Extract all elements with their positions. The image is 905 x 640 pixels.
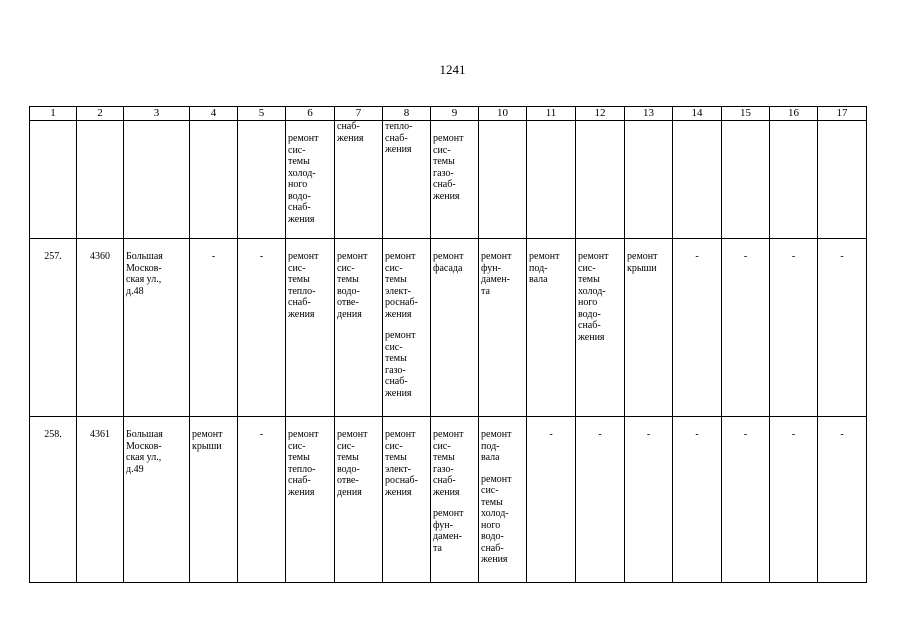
cell-line: ного [288, 179, 308, 190]
empty-dash [820, 239, 864, 263]
cell-line: снаб- [578, 320, 601, 331]
cell-line: роснаб- [385, 475, 418, 486]
table-cell [818, 417, 867, 583]
empty-dash [724, 417, 767, 441]
cell-line: сис- [481, 485, 499, 496]
column-number-4: 4 [190, 107, 238, 121]
cell-line: - [695, 251, 699, 262]
cell-line: снаб- [433, 475, 456, 486]
table-cell [77, 239, 124, 417]
cell-line: темы [288, 156, 310, 167]
cell-text-block [529, 251, 573, 286]
table-cell [383, 121, 431, 239]
table-cell [238, 417, 286, 583]
cell-line: д.48 [126, 285, 144, 297]
cell-line: жения [385, 486, 412, 498]
table-cell [190, 239, 238, 417]
column-number-11: 11 [527, 107, 576, 121]
table-cell [335, 121, 383, 239]
cell-line: фун- [433, 519, 453, 531]
column-number-8: 8 [383, 107, 431, 121]
table-cell [77, 417, 124, 583]
column-number-6: 6 [286, 107, 335, 121]
cell-line: сис- [578, 262, 596, 274]
table-cell [625, 121, 673, 239]
cell-line: снаб- [481, 542, 504, 554]
cell-line: сис- [433, 440, 451, 452]
cell-line: - [743, 251, 748, 262]
table-row [30, 239, 867, 417]
cell-line: темы [481, 496, 503, 508]
cell-line: ремонт [481, 429, 512, 440]
empty-dash [627, 417, 670, 441]
cell-line: темы [337, 452, 359, 463]
cell-line: ремонт [433, 133, 464, 144]
empty-dash [772, 239, 815, 263]
cell-line: - [791, 251, 796, 262]
cell-line: та [481, 285, 490, 297]
cell-line: жения [385, 308, 412, 320]
cell-line: ремонт [288, 133, 319, 144]
cell-line: 4360 [90, 251, 110, 262]
cell-line: жения [433, 486, 460, 498]
column-number-row [30, 107, 867, 121]
table-cell [479, 417, 527, 583]
table-cell [431, 121, 479, 239]
table-cell [238, 239, 286, 417]
table-cell [576, 239, 625, 417]
cell-text-block [433, 133, 476, 202]
cell-line: ремонт [529, 251, 560, 262]
cell-line: - [259, 429, 264, 440]
cell-line: тепло- [288, 463, 316, 475]
cell-line: сис- [385, 262, 403, 274]
column-number-17: 17 [818, 107, 867, 121]
empty-dash [192, 239, 235, 263]
cell-line: сис- [288, 262, 306, 274]
table-cell [190, 121, 238, 239]
cell-line: ремонт [337, 429, 368, 440]
cell-text-block [32, 251, 74, 263]
table-cell [383, 239, 431, 417]
cell-line: тепло- [288, 285, 316, 297]
cell-line: дамен- [481, 274, 510, 285]
table-row [30, 417, 867, 583]
cell-line: сис- [385, 440, 403, 452]
cell-line: темы [337, 274, 359, 285]
cell-text-block [481, 429, 524, 464]
cell-line: жения [288, 486, 315, 498]
cell-line: крыши [192, 440, 222, 452]
cell-text-block [385, 251, 428, 320]
cell-text-block [433, 251, 476, 274]
table-cell [335, 239, 383, 417]
cell-text-block [433, 429, 476, 498]
cell-line: водо- [337, 285, 360, 297]
cell-line: отве- [337, 475, 359, 486]
table-cell [770, 121, 818, 239]
cell-line: ская ул., [126, 274, 162, 285]
table-cell [527, 239, 576, 417]
cell-text-block [627, 251, 670, 274]
cell-line: вала [529, 274, 548, 285]
table-cell [124, 239, 190, 417]
cell-text-block [79, 251, 121, 263]
cell-line: жения [337, 132, 364, 144]
table-cell [286, 417, 335, 583]
cell-line: сис- [385, 341, 403, 353]
empty-dash [240, 417, 283, 441]
repair-schedule-table [29, 106, 867, 583]
cell-text-block [433, 508, 476, 554]
cell-text-block [126, 251, 187, 297]
cell-text-block [337, 429, 380, 498]
cell-line: холод- [578, 285, 606, 297]
table-cell [479, 239, 527, 417]
cell-line: дамен- [433, 531, 462, 542]
cell-text-block [288, 133, 332, 225]
column-number-5: 5 [238, 107, 286, 121]
cell-line: д.49 [126, 463, 144, 475]
cell-line: тепло- [385, 121, 413, 132]
cell-line: жения [288, 213, 315, 225]
cell-line: темы [578, 274, 600, 285]
cell-line: ремонт [288, 251, 319, 262]
table-cell [576, 417, 625, 583]
cell-line: темы [288, 452, 310, 463]
table-cell [124, 417, 190, 583]
table-cell [286, 239, 335, 417]
cell-line: снаб- [288, 202, 311, 213]
cell-line: - [791, 429, 796, 440]
cell-text-block [79, 429, 121, 441]
empty-dash [820, 417, 864, 441]
table-cell [722, 121, 770, 239]
empty-dash [675, 239, 719, 263]
table-cell [722, 239, 770, 417]
empty-dash [529, 417, 573, 441]
cell-text-block [337, 121, 380, 144]
column-number-2: 2 [77, 107, 124, 121]
cell-line: жения [385, 387, 412, 399]
cell-line: ремонт [192, 429, 223, 440]
cell-line: сис- [337, 440, 355, 452]
cell-line: снаб- [288, 475, 311, 486]
table-cell [30, 417, 77, 583]
column-number-12: 12 [576, 107, 625, 121]
cell-line: Большая [126, 429, 163, 440]
cell-line: ремонт [433, 508, 464, 519]
cell-line: - [695, 429, 699, 440]
table-cell [431, 417, 479, 583]
cell-line: - [840, 429, 844, 440]
cell-text-block [32, 429, 74, 441]
table-cell [286, 121, 335, 239]
cell-line: - [259, 251, 264, 262]
table-cell [30, 239, 77, 417]
cell-line: ская ул., [126, 452, 162, 463]
cell-line: газо- [433, 167, 454, 179]
cell-line: фун- [481, 262, 501, 274]
table-cell [124, 121, 190, 239]
table-cell [190, 417, 238, 583]
cell-text-block [385, 121, 428, 156]
cell-line: вала [481, 452, 500, 463]
cell-line: - [598, 429, 602, 440]
cell-line: водо- [481, 531, 504, 542]
cell-line: - [840, 251, 844, 262]
cell-line: водо- [288, 190, 311, 202]
cell-line: ремонт [433, 251, 464, 262]
cell-line: ного [481, 519, 501, 531]
empty-dash [724, 239, 767, 263]
cell-line: ремонт [385, 330, 416, 341]
table-cell [673, 239, 722, 417]
column-number-10: 10 [479, 107, 527, 121]
cell-line: газо- [433, 463, 454, 475]
table-cell [818, 121, 867, 239]
cell-line: под- [529, 262, 548, 274]
cell-text-block [481, 474, 524, 566]
table-cell [625, 417, 673, 583]
cell-line: сис- [337, 262, 355, 274]
cell-line: та [433, 542, 442, 554]
cell-line: ремонт [627, 251, 658, 262]
cell-line: 4361 [90, 429, 110, 440]
column-number-7: 7 [335, 107, 383, 121]
cell-line: сис- [288, 144, 306, 156]
table-cell [770, 417, 818, 583]
table-cell [722, 417, 770, 583]
table-cell [673, 121, 722, 239]
cell-line: ремонт [337, 251, 368, 262]
cell-text-block [337, 251, 380, 320]
cell-line: жения [385, 144, 412, 155]
cell-line: газо- [385, 364, 406, 376]
page-number: 1241 [439, 62, 466, 77]
cell-line: снаб- [385, 376, 408, 387]
table-cell [30, 121, 77, 239]
empty-dash [772, 417, 815, 441]
cell-line: - [743, 429, 748, 440]
cell-text-block [288, 429, 332, 498]
cell-text-block [126, 429, 187, 475]
empty-dash [240, 239, 283, 263]
empty-dash [675, 417, 719, 441]
table-cell [527, 121, 576, 239]
cell-line: холод- [481, 508, 509, 519]
table-row [30, 121, 867, 239]
table-cell [383, 417, 431, 583]
cell-line: сис- [433, 144, 451, 156]
table-cell [625, 239, 673, 417]
table-cell [576, 121, 625, 239]
table-cell [818, 239, 867, 417]
cell-line: водо- [578, 308, 601, 320]
cell-line: ремонт [288, 429, 319, 440]
column-number-3: 3 [124, 107, 190, 121]
table-cell [77, 121, 124, 239]
cell-line: темы [385, 353, 407, 364]
cell-line: ремонт [385, 251, 416, 262]
cell-line: жения [288, 308, 315, 320]
cell-line: - [211, 251, 216, 262]
cell-line: - [646, 429, 651, 440]
cell-line: отве- [337, 297, 359, 308]
cell-line: снаб- [433, 179, 456, 190]
table-cell [770, 239, 818, 417]
table-cell [238, 121, 286, 239]
cell-line: ремонт [481, 473, 512, 485]
cell-line: темы [433, 452, 455, 463]
cell-line: ремонт [481, 251, 512, 262]
empty-dash [578, 417, 622, 441]
cell-line: снаб- [385, 132, 408, 144]
column-number-9: 9 [431, 107, 479, 121]
cell-line: крыши [627, 262, 657, 274]
cell-text-block [481, 251, 524, 297]
cell-line: ремонт [433, 429, 464, 440]
cell-line: Москов- [126, 262, 162, 274]
cell-line: Большая [126, 251, 163, 262]
cell-line: элект- [385, 463, 411, 475]
cell-text-block [578, 251, 622, 343]
cell-text-block [288, 251, 332, 320]
cell-line: ремонт [578, 251, 609, 262]
cell-line: дения [337, 308, 362, 320]
cell-line: темы [433, 156, 455, 167]
cell-line: темы [385, 452, 407, 463]
column-number-1: 1 [30, 107, 77, 121]
cell-line: фасада [433, 262, 463, 274]
cell-line: жения [433, 190, 460, 202]
cell-line: сис- [288, 440, 306, 452]
cell-text-block [385, 330, 428, 399]
cell-line: холод- [288, 167, 316, 179]
cell-line: 258. [44, 429, 62, 440]
cell-line: темы [385, 274, 407, 285]
cell-line: жения [578, 331, 605, 343]
cell-line: дения [337, 486, 362, 498]
table-cell [673, 417, 722, 583]
cell-line: роснаб- [385, 297, 418, 308]
cell-line: ного [578, 297, 598, 308]
table-cell [335, 417, 383, 583]
table-cell [527, 417, 576, 583]
column-number-14: 14 [673, 107, 722, 121]
cell-line: водо- [337, 463, 360, 475]
cell-line: снаб- [337, 121, 360, 132]
cell-line: Москов- [126, 440, 162, 452]
cell-text-block [385, 429, 428, 498]
cell-line: элект- [385, 285, 411, 297]
cell-line: жения [481, 554, 508, 565]
column-number-13: 13 [625, 107, 673, 121]
column-number-16: 16 [770, 107, 818, 121]
column-number-15: 15 [722, 107, 770, 121]
table-cell [479, 121, 527, 239]
cell-line: темы [288, 274, 310, 285]
cell-text-block [192, 429, 235, 452]
table-cell [431, 239, 479, 417]
cell-line: 257. [44, 251, 62, 262]
cell-line: под- [481, 440, 500, 452]
cell-line: ремонт [385, 429, 416, 440]
cell-line: - [549, 429, 553, 440]
cell-line: снаб- [288, 297, 311, 308]
